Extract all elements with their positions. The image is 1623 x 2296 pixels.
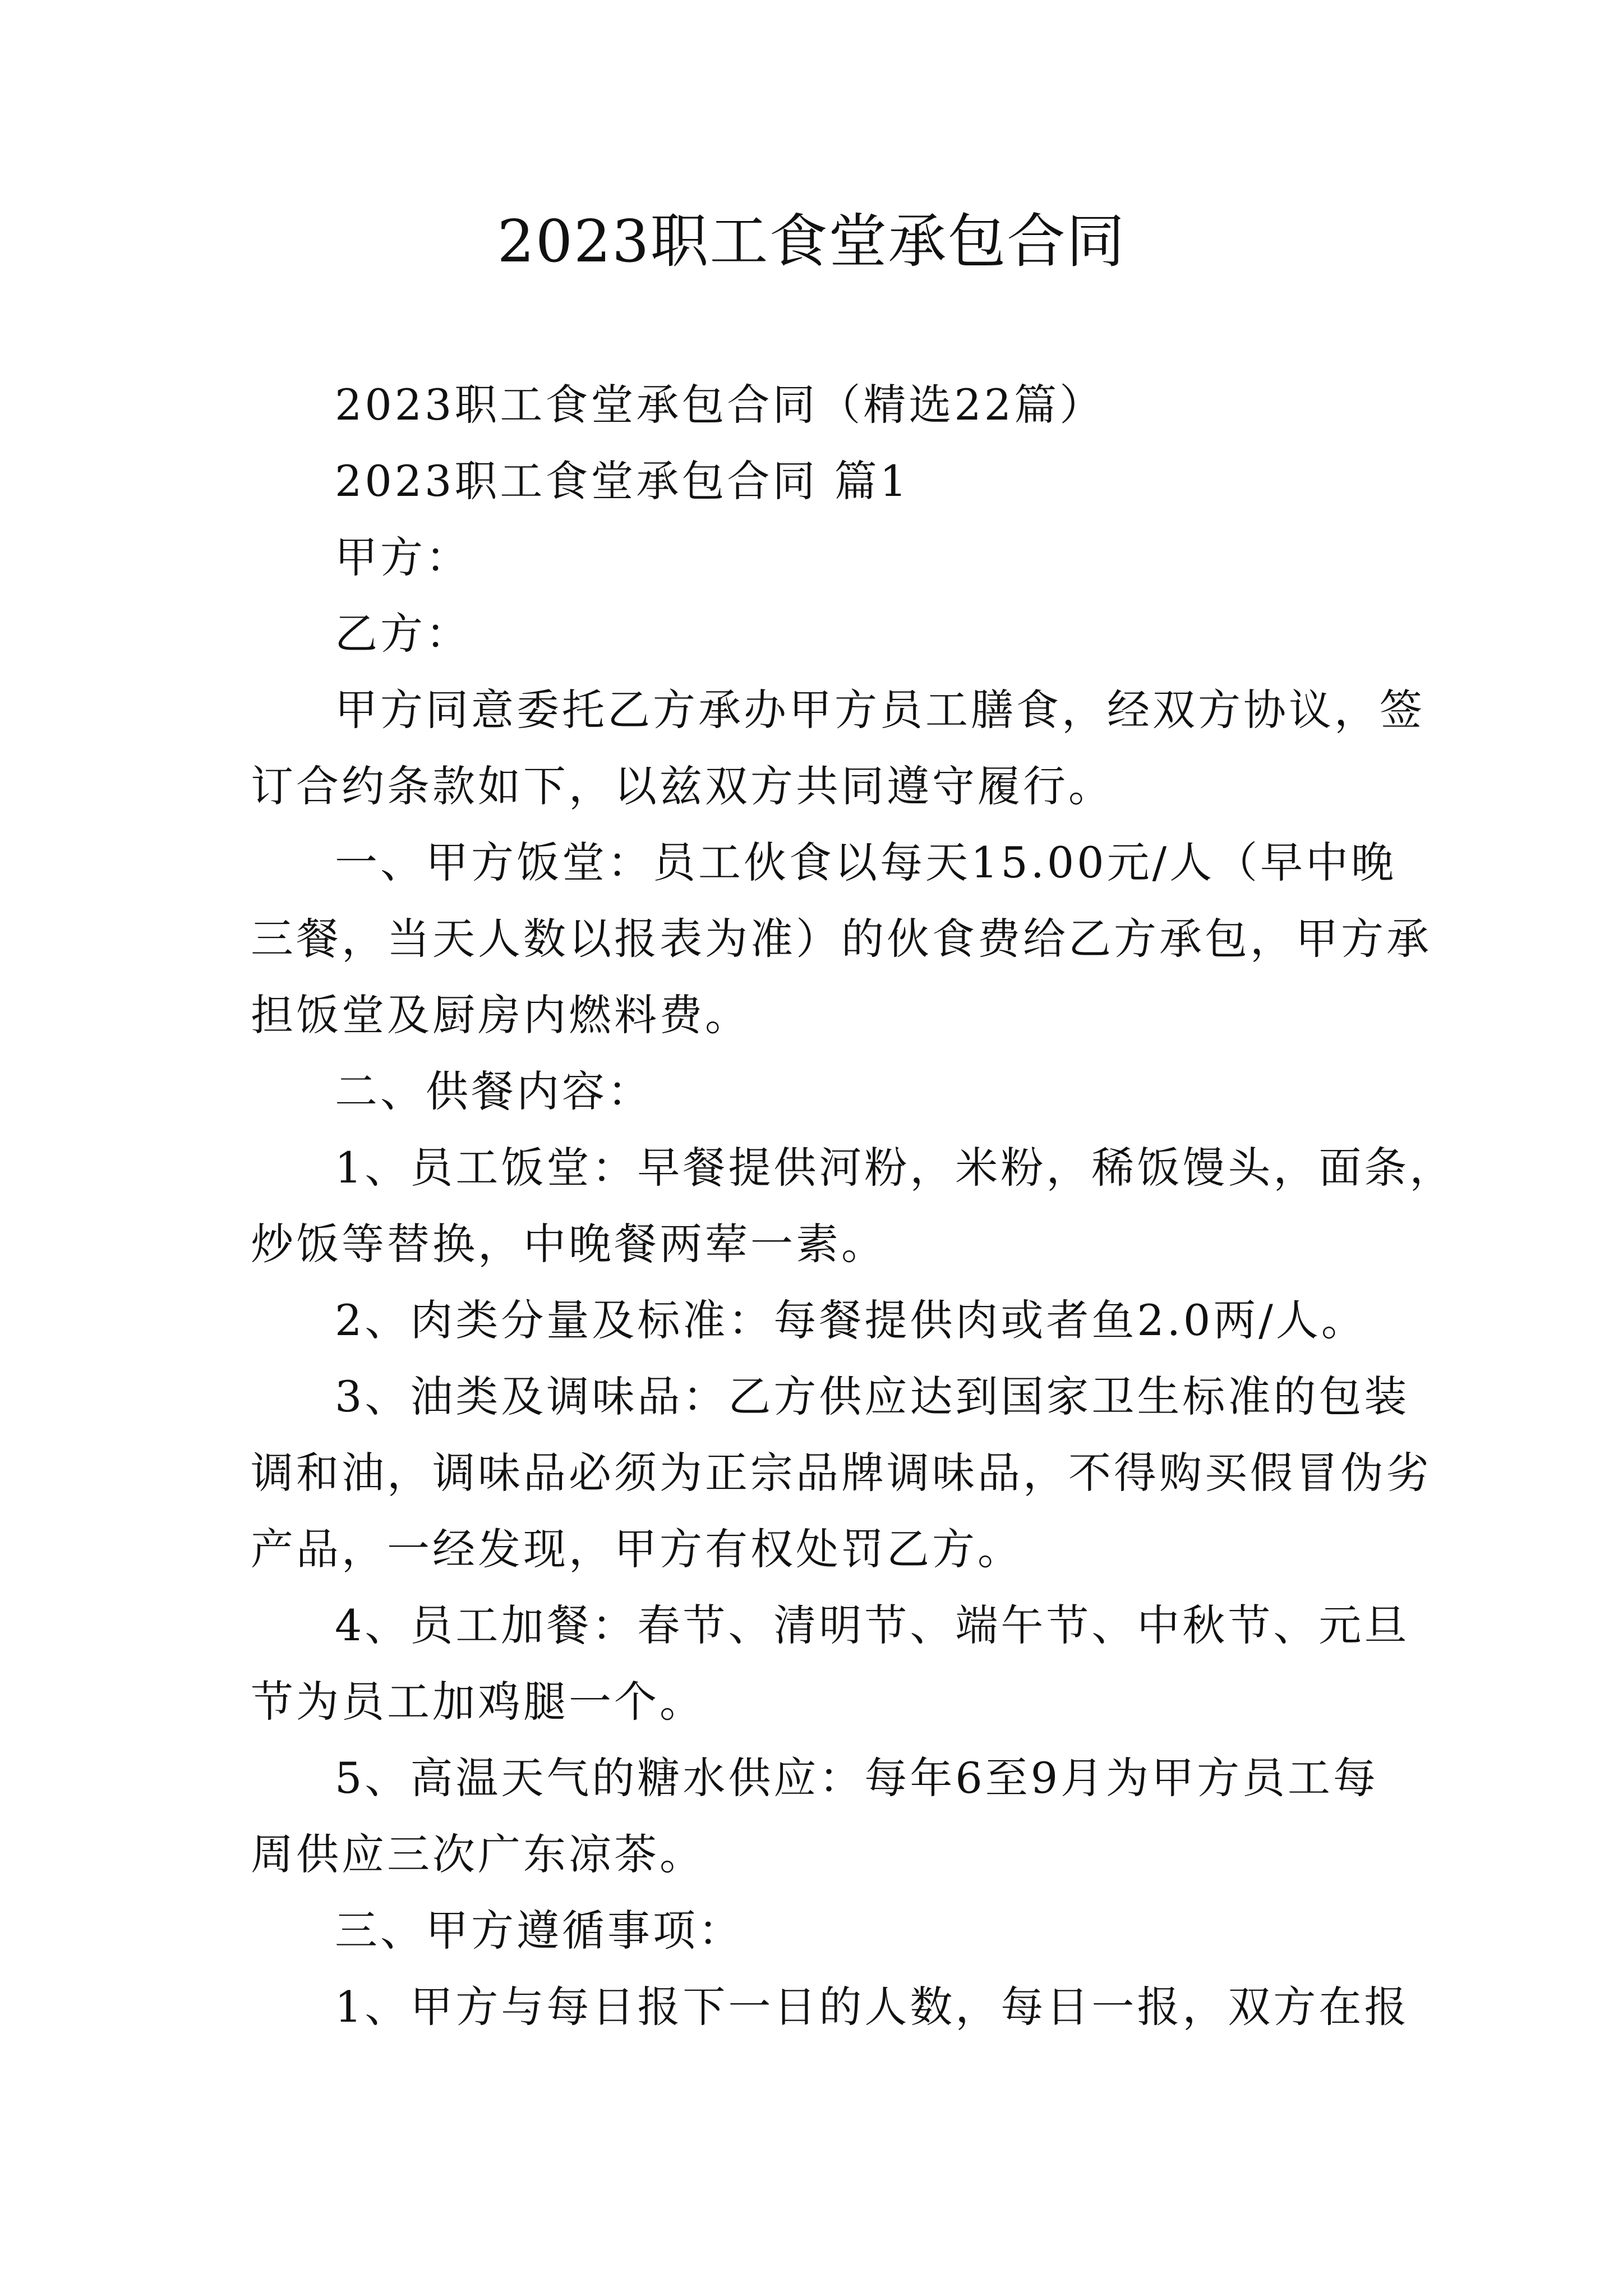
paragraph-line: 产品，一经发现，甲方有权处罚乙方。: [251, 1524, 1023, 1574]
paragraph-line: 订合约条款如下，以兹双方共同遵守履行。: [251, 761, 1114, 811]
paragraph-line: 1、员工饭堂：早餐提供河粉，米粉，稀饭馒头，面条，: [335, 1143, 1455, 1193]
paragraph-line: 节为员工加鸡腿一个。: [251, 1677, 705, 1727]
paragraph-line: 周供应三次广东凉茶。: [251, 1829, 705, 1879]
paragraph-line: 调和油，调味品必须为正宗品牌调味品，不得购买假冒伪劣: [251, 1448, 1432, 1498]
paragraph-line: 三餐，当天人数以报表为准）的伙食费给乙方承包，甲方承: [251, 914, 1432, 964]
paragraph-line: 二、供餐内容：: [335, 1066, 653, 1116]
paragraph-line: 1、甲方与每日报下一日的人数，每日一报，双方在报: [335, 1982, 1410, 2032]
paragraph-line: 一、甲方饭堂：员工伙食以每天15.00元/人（早中晚: [335, 838, 1397, 887]
document-body: [251, 367, 1455, 2045]
subtitle-line: 2023职工食堂承包合同（精选22篇）: [335, 380, 1105, 430]
party-a-line: 甲方：: [335, 532, 471, 582]
paragraph-line: 2、肉类分量及标准：每餐提供肉或者鱼2.0两/人。: [335, 1295, 1367, 1345]
paragraph-line: 5、高温天气的糖水供应：每年6至9月为甲方员工每: [335, 1753, 1379, 1803]
paragraph-line: 4、员工加餐：春节、清明节、端午节、中秋节、元旦: [335, 1600, 1410, 1650]
paragraph-line: 炒饭等替换，中晚餐两荤一素。: [251, 1219, 887, 1269]
paragraph-line: 3、油类及调味品：乙方供应达到国家卫生标准的包装: [335, 1372, 1410, 1421]
document-title: 2023职工食堂承包合同: [497, 207, 1126, 275]
paragraph-line: 担饭堂及厨房内燃料费。: [251, 990, 750, 1040]
section-heading: 2023职工食堂承包合同 篇1: [335, 456, 910, 506]
party-b-line: 乙方：: [335, 609, 471, 659]
paragraph-line: 三、甲方遵循事项：: [335, 1906, 744, 1955]
paragraph-line: 甲方同意委托乙方承办甲方员工膳食，经双方协议，签: [335, 685, 1425, 735]
